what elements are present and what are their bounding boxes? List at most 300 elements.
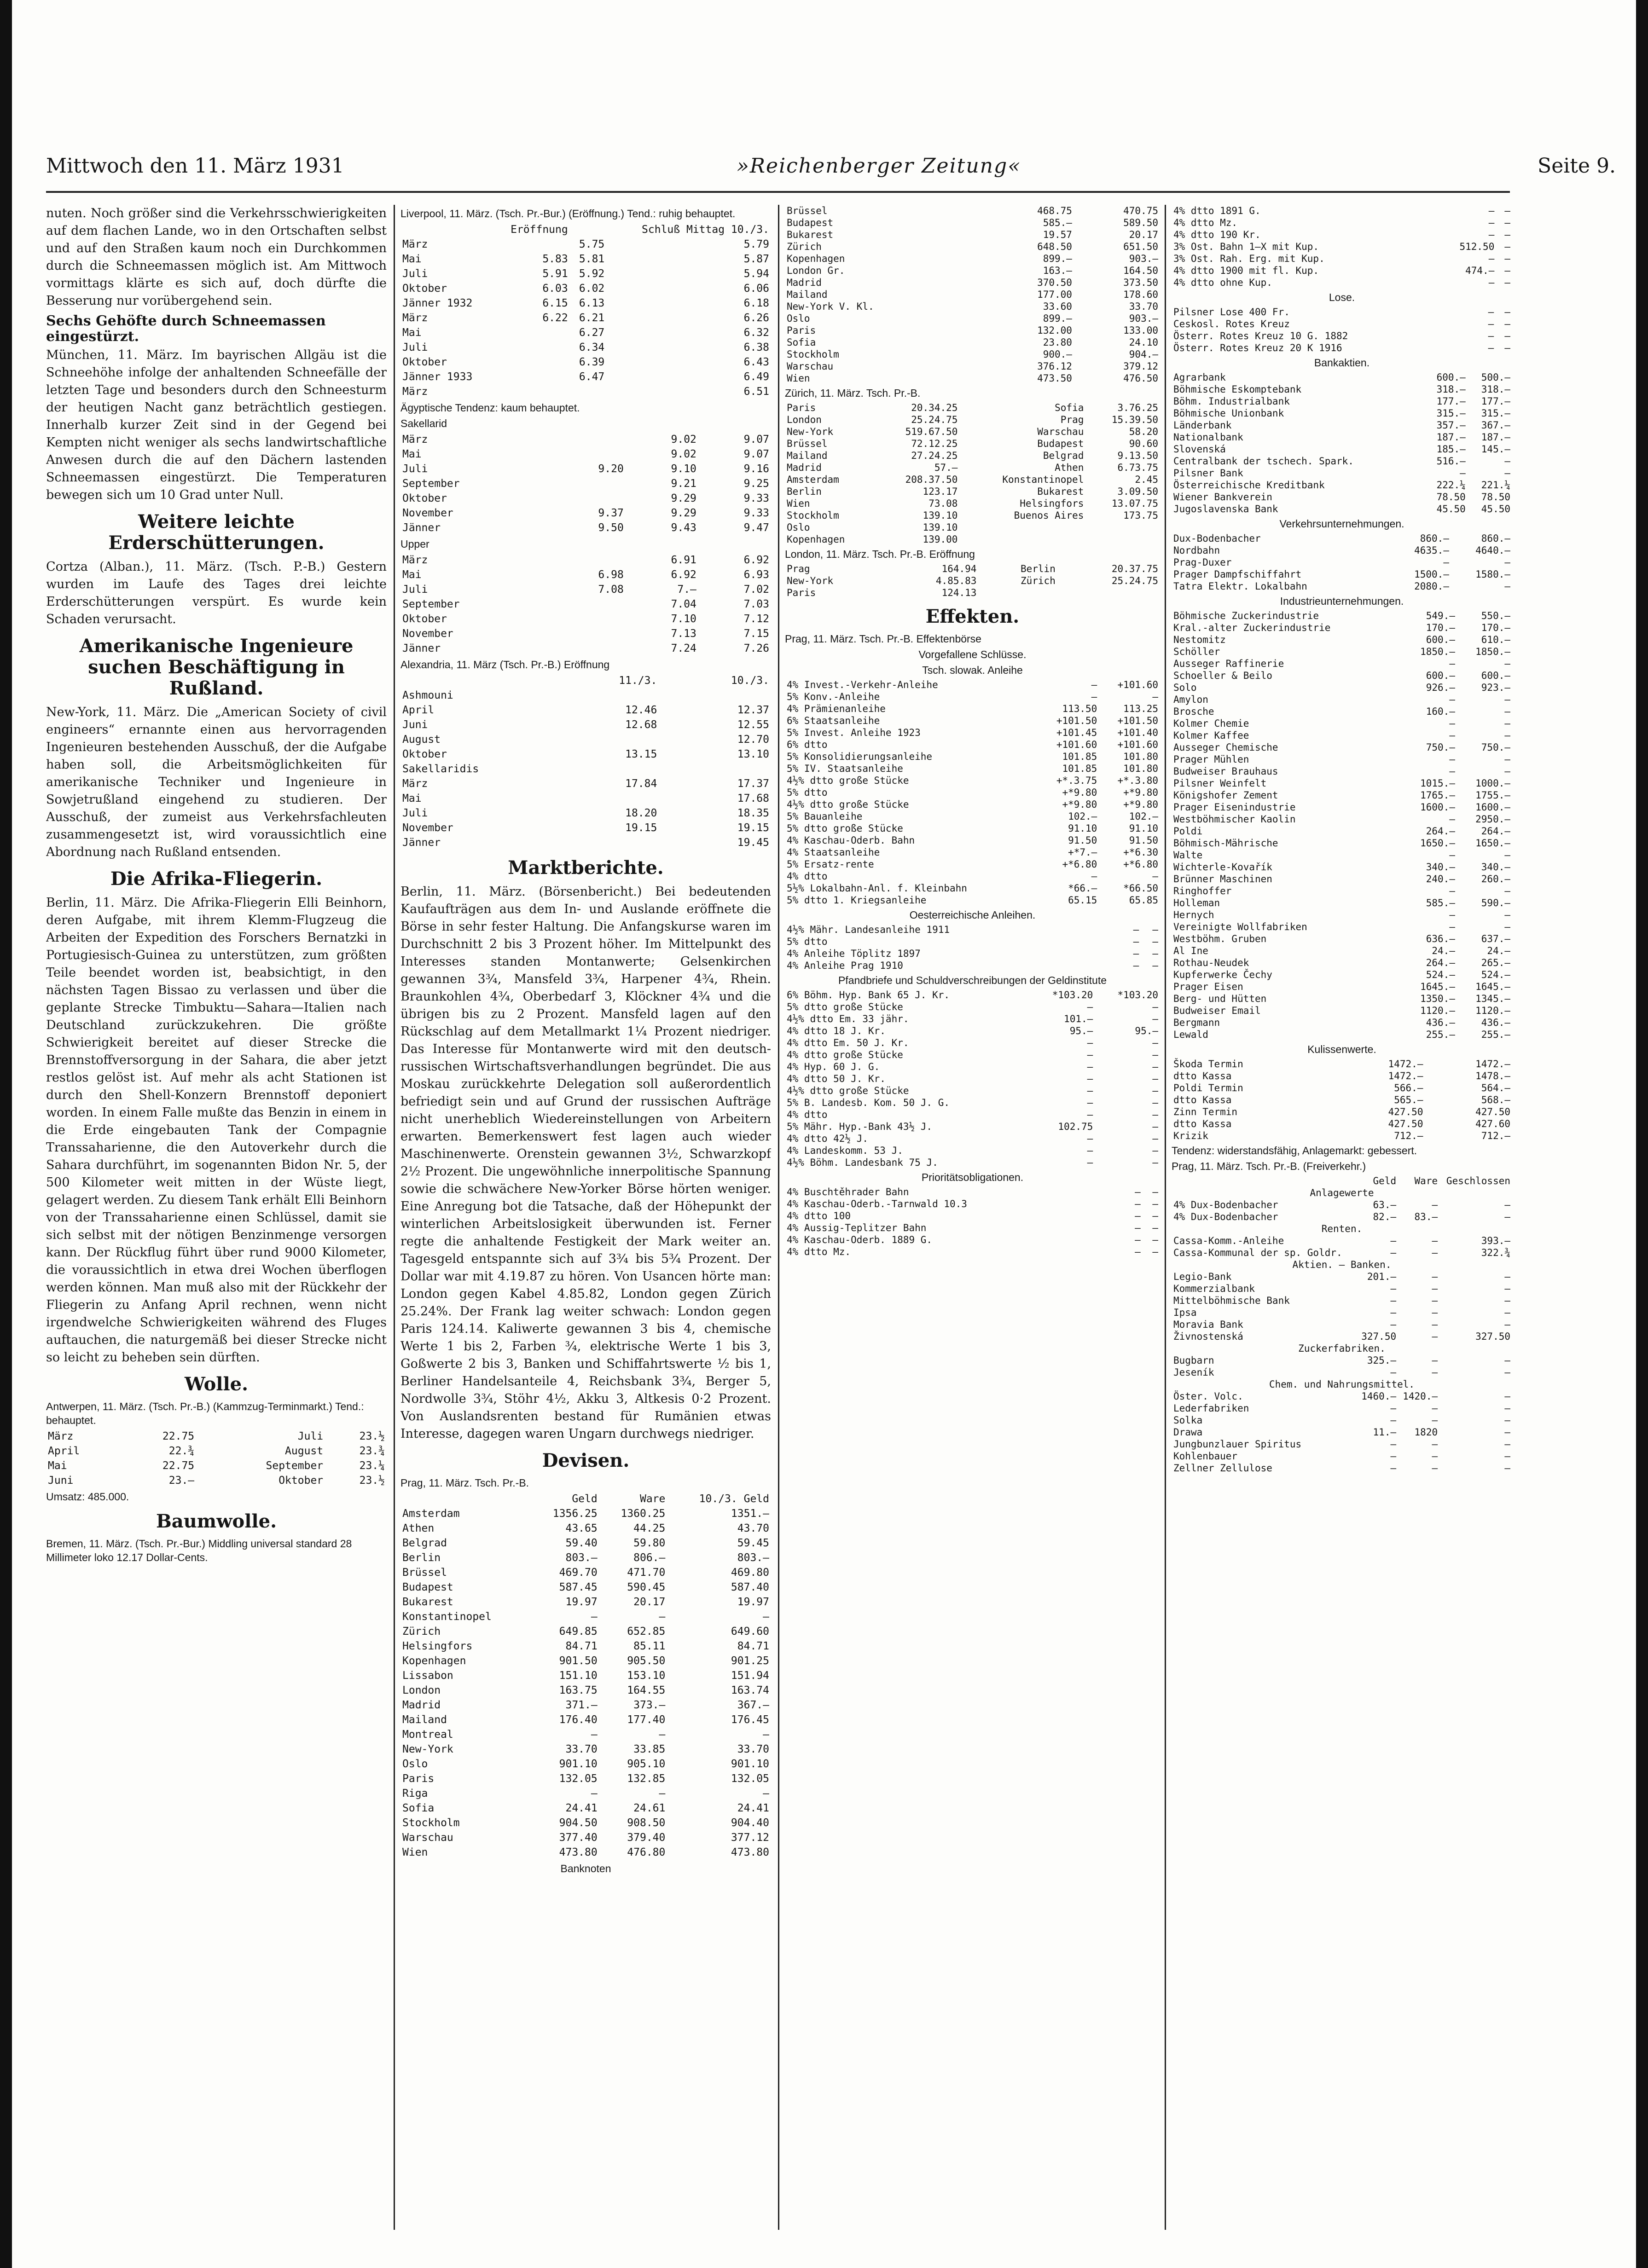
row-label: Montreal <box>402 1729 453 1741</box>
row-value: — <box>1152 1198 1158 1209</box>
row-value: 750.— <box>1481 742 1510 753</box>
row-label: 4% Dux-Bodenbacher <box>1173 1199 1278 1210</box>
row-label: Paris <box>787 325 816 336</box>
row-value: 173.75 <box>1123 510 1158 521</box>
row-label: Belgrad <box>402 1537 447 1549</box>
row-value: 1351.— <box>731 1508 769 1520</box>
row-value: 373.— <box>633 1699 666 1711</box>
row-value: — <box>1504 217 1510 228</box>
table-row <box>400 1654 771 1668</box>
row-value: +101.45 <box>1056 727 1097 738</box>
row-value: 427.60 <box>1475 1118 1510 1129</box>
zucker-label: Zuckerfabriken. <box>1298 1343 1386 1354</box>
row-value: — <box>1135 1234 1141 1245</box>
row-value: 901.10 <box>731 1758 769 1770</box>
row-label: Juli <box>402 341 428 353</box>
row-label: Mailand <box>787 289 828 300</box>
row-value: 9.29 <box>671 507 696 519</box>
row-value: 9.07 <box>743 448 769 460</box>
row-value: Bukarest <box>1037 486 1084 497</box>
row-value: 1650.— <box>1420 838 1455 849</box>
row-value: 550.— <box>1481 610 1510 621</box>
row-label: Budweiser Email <box>1173 1005 1261 1016</box>
table-row <box>1172 265 1512 277</box>
row-value: 5.83 <box>542 253 568 265</box>
row-value: 903.— <box>1129 253 1158 264</box>
row-value: 176.45 <box>731 1714 769 1726</box>
row-label: 5% IV. Staatsanleihe <box>787 763 903 774</box>
row-value: — <box>1504 456 1510 467</box>
table-row <box>1172 969 1512 981</box>
row-value: 177.40 <box>627 1714 666 1726</box>
row-value: 6.18 <box>743 297 769 309</box>
column-header: Geld <box>572 1493 598 1505</box>
table-row <box>785 1097 1160 1109</box>
row-value: 636.— <box>1426 933 1455 944</box>
row-value: — <box>1504 1307 1510 1318</box>
row-label: Jänner 1933 <box>402 371 473 383</box>
row-value: 5.94 <box>743 268 769 280</box>
table-row <box>785 775 1160 787</box>
row-label: Jänner 1932 <box>402 297 473 309</box>
table-row <box>1172 1070 1512 1082</box>
row-value: — <box>1390 1283 1397 1294</box>
effekten-sub2: Tsch. slowak. Anleihe <box>922 664 1023 676</box>
row-value: — <box>1133 948 1139 959</box>
table-row <box>1172 205 1512 217</box>
row-label: Paris <box>787 402 816 413</box>
table-row <box>1172 694 1512 706</box>
row-value: 101.85 <box>1062 763 1097 774</box>
table-row <box>785 1157 1160 1169</box>
row-value: 7.— <box>677 584 696 596</box>
row-value: +*9.80 <box>1123 787 1158 798</box>
table-row <box>785 798 1160 810</box>
table-row <box>1172 801 1512 813</box>
row-label: Kopenhagen <box>402 1655 466 1667</box>
row-value: — <box>1449 885 1455 897</box>
row-value <box>553 491 626 506</box>
table-row <box>400 462 771 476</box>
row-value: — <box>1504 1319 1510 1330</box>
row-label: 4% dtto ohne Kup. <box>1173 277 1272 288</box>
row-value: — <box>1504 1283 1510 1294</box>
row-value: 57.— <box>934 462 958 473</box>
row-value: — <box>659 1611 666 1623</box>
row-label: Mai <box>48 1460 67 1472</box>
table-row <box>1172 253 1512 265</box>
row-value: 6.06 <box>743 283 769 295</box>
row-label: 4% Staatsanleihe <box>787 847 880 858</box>
column-header: Geld <box>1373 1175 1397 1186</box>
table-row <box>1172 861 1512 873</box>
row-label: Jugoslavenska Bank <box>1173 503 1278 515</box>
row-value: 1645.— <box>1475 981 1510 992</box>
row-value <box>1085 533 1160 545</box>
table-row <box>400 432 771 447</box>
row-label: 5% dtto große Stücke <box>787 823 903 834</box>
table-row <box>785 1013 1160 1025</box>
table-row <box>785 846 1160 858</box>
row-label: Oktober <box>402 356 447 368</box>
row-label: Slovenská <box>1173 444 1226 455</box>
row-value: 23.— <box>168 1475 195 1487</box>
effekten-head: Prag, 11. März. Tsch. Pr.-B. Effektenbörse <box>785 633 981 645</box>
aktien-label: Aktien. – Banken. <box>1292 1259 1392 1270</box>
row-value: 33.70 <box>1129 301 1158 312</box>
table-row <box>1172 544 1512 556</box>
row-value: 151.94 <box>731 1670 769 1682</box>
table-row <box>400 1713 771 1727</box>
sakell2-label: Sakellaridis <box>402 763 479 775</box>
row-label: März <box>402 434 428 446</box>
table-row <box>400 1521 771 1536</box>
anlage-label: Anlagewerte <box>1310 1187 1374 1198</box>
table-row <box>785 301 1160 312</box>
table-row <box>785 414 1160 426</box>
row-value: 427.50 <box>1388 1118 1423 1129</box>
table-row <box>400 1639 771 1654</box>
row-value: 6.49 <box>743 371 769 383</box>
row-value: 376.12 <box>1037 361 1072 372</box>
alex-head: Alexandria, 11. März (Tsch. Pr.-B.) Eröffnung <box>400 659 610 671</box>
row-label: Mai <box>402 448 422 460</box>
row-value: — <box>1390 1295 1397 1306</box>
row-value: 565.— <box>1394 1094 1423 1105</box>
row-value: +*.3.75 <box>1056 775 1097 786</box>
row-value: — <box>1152 1001 1158 1012</box>
row-label: Paris <box>402 1773 435 1785</box>
row-label: Prag <box>787 563 810 574</box>
row-value: — <box>1152 960 1158 971</box>
table-row <box>785 924 1160 936</box>
freiverkehr-head: Prag, 11. März. Tsch. Pr.-B. (Freiverkehr.) <box>1172 1160 1366 1172</box>
table-row <box>1172 277 1512 289</box>
row-label: Kupferwerke Čechy <box>1173 969 1272 980</box>
row-label: Juli <box>402 268 428 280</box>
row-value: — <box>1488 342 1494 353</box>
row-label: 5% Konsolidierungsanleihe <box>787 751 933 762</box>
row-value: — <box>591 1611 598 1623</box>
row-value: 473.80 <box>559 1846 598 1858</box>
row-label: Prager Eisenindustrie <box>1173 802 1296 813</box>
row-label: Zürich <box>402 1626 441 1637</box>
table-row <box>400 384 771 399</box>
row-value: 7.13 <box>671 628 696 640</box>
row-value: 1600.— <box>1475 802 1510 813</box>
table-row <box>785 810 1160 822</box>
row-label: dtto Kassa <box>1173 1070 1232 1082</box>
row-value: 151.10 <box>559 1670 598 1682</box>
table-row <box>785 1222 1160 1234</box>
row-value: 1120.— <box>1420 1005 1455 1016</box>
lose-label: Lose. <box>1329 291 1355 303</box>
row-value: 803.— <box>565 1552 598 1564</box>
row-label: Mailand <box>402 1714 447 1726</box>
renten-label: Renten. <box>1321 1223 1363 1234</box>
row-value: 7.02 <box>743 584 769 596</box>
row-value: 427.50 <box>1388 1106 1423 1117</box>
row-value: — <box>1504 850 1510 861</box>
row-label: Zinn Termin <box>1173 1106 1238 1117</box>
row-value: 6.21 <box>579 312 605 324</box>
table-row <box>1172 395 1512 407</box>
row-label: Brosche <box>1173 706 1214 717</box>
table-row <box>1172 1211 1512 1223</box>
table-row <box>1172 455 1512 467</box>
row-label: 4% Dux-Bodenbacher <box>1173 1211 1278 1222</box>
row-value: 6.13 <box>579 297 605 309</box>
row-label: Warschau <box>402 1832 453 1844</box>
row-value: 566.— <box>1394 1082 1423 1094</box>
table-row <box>1172 1058 1512 1070</box>
table-row <box>785 372 1160 384</box>
row-value: 370.50 <box>1037 277 1072 288</box>
table-row <box>1172 1450 1512 1462</box>
row-value: 33.60 <box>1043 301 1072 312</box>
row-label: Prager Mühlen <box>1173 754 1249 765</box>
row-value: — <box>1390 1247 1397 1258</box>
row-value: — <box>1504 1403 1510 1414</box>
row-label: 4% Kaschau-Oderb. 1889 G. <box>787 1234 933 1245</box>
article-1-text: München, 11. März. Im bayrischen Allgäu ist die Schneehöhe infolge der anhaltenden Schneefälle der letzten Tage und besonders durch den Schneesturm der heutigen Nacht ganz beträchtlich gestiegen. Innerhalb kurzer Zeit sind in der Gegend bei Kempten nicht weniger als sechs landwirtschaftliche Anwesen durch die auf den Dächern lastenden Schneemassen eingestürzt. Die Temperaturen bewegen sich um 10 Grad unter Null. <box>46 348 387 502</box>
row-label: Prager Dampfschiffahrt <box>1173 569 1302 580</box>
row-value: 524.— <box>1426 969 1455 980</box>
row-value: — <box>1390 1463 1397 1474</box>
row-label: Nordbahn <box>1173 545 1220 556</box>
row-label: Lissabon <box>402 1670 453 1682</box>
row-value: — <box>1504 265 1510 276</box>
row-value: 379.12 <box>1123 361 1158 372</box>
row-value <box>978 587 1057 599</box>
row-value: 2080.— <box>1414 581 1449 592</box>
oesterr-label: Oesterreichische Anleihen. <box>909 909 1036 921</box>
row-value: 72.12.25 <box>911 438 958 449</box>
row-value: — <box>1504 706 1510 717</box>
row-value: 18.35 <box>737 807 769 819</box>
table-row <box>1172 849 1512 861</box>
row-value: — <box>1152 1121 1158 1132</box>
row-label: Sofia <box>402 1802 435 1814</box>
row-label: 5% Bauanleihe <box>787 811 863 822</box>
row-value: 6.39 <box>579 356 605 368</box>
row-value: — <box>1432 1319 1438 1330</box>
table-row <box>1172 479 1512 491</box>
row-label: 5½% Lokalbahn-Anl. f. Kleinbahn <box>787 883 967 894</box>
liverpool-table <box>400 222 771 399</box>
row-value: 315.— <box>1481 408 1510 419</box>
row-value: 901.50 <box>559 1655 598 1667</box>
table-row <box>400 1668 771 1683</box>
table-row <box>400 567 771 582</box>
row-value: 12.46 <box>625 704 657 716</box>
row-label: Böhmische Unionbank <box>1173 408 1284 419</box>
row-value: — <box>763 1729 769 1741</box>
row-value: 6.26 <box>743 312 769 324</box>
row-value: — <box>1488 229 1495 240</box>
row-label: 5% dtto große Stücke <box>787 1001 903 1012</box>
article-2-title: Weitere leichte Erderschütterungen. <box>108 511 325 554</box>
row-value: 44.25 <box>633 1522 666 1534</box>
row-value: 208.37.50 <box>905 474 958 485</box>
table-row <box>785 486 1160 498</box>
column-divider-3 <box>1165 205 1166 2230</box>
row-label: Pilsner Lose 400 Fr. <box>1173 307 1290 318</box>
row-value: +101.40 <box>1117 727 1158 738</box>
row-value: — <box>1504 277 1510 288</box>
row-label: Ipsa <box>1173 1307 1197 1318</box>
row-value: — <box>1152 1097 1158 1108</box>
table-row <box>400 1536 771 1551</box>
row-label: November <box>402 822 453 834</box>
effekten-title: Effekten. <box>925 606 1020 627</box>
row-label: Bugbarn <box>1173 1355 1214 1366</box>
row-value: 6.02 <box>579 283 605 295</box>
row-label: Bukarest <box>787 229 834 240</box>
row-value: Konstantinopel <box>1002 474 1084 485</box>
table-row <box>400 1727 771 1742</box>
row-value: 6.03 <box>542 283 568 295</box>
table-row <box>1172 532 1512 544</box>
table-row <box>400 553 771 567</box>
row-value: — <box>1488 253 1495 264</box>
row-value: 600.— <box>1436 372 1466 383</box>
row-value: 1120.— <box>1475 1005 1510 1016</box>
row-value: 91.10 <box>1129 823 1158 834</box>
row-value: 160.— <box>1426 706 1455 717</box>
row-value: Belgrad <box>1043 450 1084 461</box>
table-row <box>785 1073 1160 1085</box>
table-row <box>1172 741 1512 753</box>
row-value: — <box>1152 1037 1158 1048</box>
row-value: 9.47 <box>743 522 769 534</box>
row-value <box>553 641 626 656</box>
row-label: Pilsner Bank <box>1173 468 1243 479</box>
table-row <box>785 324 1160 336</box>
table-row <box>1172 1402 1512 1414</box>
table-row <box>400 252 771 266</box>
row-value: — <box>1390 1367 1397 1378</box>
table-row <box>400 1595 771 1609</box>
row-label: Böhmische Zuckerindustrie <box>1173 610 1319 621</box>
table-row <box>400 732 771 747</box>
row-label: Kohlenbauer <box>1173 1451 1238 1462</box>
row-value: 9.10 <box>671 463 696 475</box>
table-row <box>785 1121 1160 1133</box>
table-row <box>1172 580 1512 592</box>
row-label: 4% Aussig-Teplitzer Bahn <box>787 1222 927 1233</box>
row-value: — <box>1087 1157 1093 1168</box>
row-value: — <box>1504 205 1510 216</box>
row-value: 6.73.75 <box>1117 462 1158 473</box>
row-value: *66.50 <box>1123 883 1158 894</box>
row-value: Budapest <box>1037 438 1084 449</box>
row-value: — <box>1488 205 1495 216</box>
row-value: — <box>1504 1355 1510 1366</box>
table-row <box>400 266 771 281</box>
row-value: 1356.25 <box>552 1508 598 1520</box>
row-value: 19.15 <box>737 822 769 834</box>
table-row <box>1172 706 1512 717</box>
row-value: — <box>1504 1211 1510 1222</box>
row-value: — <box>1152 871 1158 882</box>
row-value: 78.50 <box>1436 492 1466 503</box>
kulisse-label: Kulissenwerte. <box>1307 1043 1376 1055</box>
row-value: — <box>1504 1367 1510 1378</box>
row-value: 12.37 <box>737 704 769 716</box>
zurich-head: Zürich, 11. März. Tsch. Pr.-B. <box>785 387 921 399</box>
row-value: 5.87 <box>743 253 769 265</box>
row-value: +*9.80 <box>1062 787 1097 798</box>
row-value: 901.25 <box>731 1655 769 1667</box>
row-label: Böhmisch-Mährische <box>1173 838 1278 849</box>
row-value: 15.39.50 <box>1111 414 1158 425</box>
table-row <box>785 960 1160 972</box>
column-header: Eröffnung <box>511 224 568 236</box>
row-value: 177.— <box>1436 396 1466 407</box>
table-row <box>785 426 1160 438</box>
table-row <box>785 822 1160 834</box>
row-value: Warschau <box>1037 426 1084 437</box>
row-value: 516.— <box>1436 456 1466 467</box>
row-value: — <box>591 1788 598 1799</box>
row-label: Madrid <box>787 462 822 473</box>
table-row <box>1172 933 1512 945</box>
row-value: 610.— <box>1481 634 1510 645</box>
row-value: — <box>1135 1198 1141 1209</box>
intro-paragraph: nuten. Noch größer sind die Verkehrsschwierigkeiten auf dem flachen Lande, wo in den Ortschaften selbst und auf den Straßen kaum noch ein Durchkommen durch die Schneemassen möglich ist. Am Mittwoch vormittags klärte es sich auf, doch dürfte die Besserung nur vorübergehend sein. <box>46 206 387 308</box>
table-row <box>1172 945 1512 957</box>
table-row <box>1172 1094 1512 1106</box>
row-label: 4% Prämienanleihe <box>787 703 886 714</box>
chem-label: Chem. und Nahrungsmittel. <box>1269 1379 1415 1390</box>
table-row <box>1172 1390 1512 1402</box>
row-value: 377.40 <box>559 1832 598 1844</box>
row-value: 1472.— <box>1475 1059 1510 1070</box>
row-label: Oslo <box>787 522 810 533</box>
table-row <box>400 296 771 311</box>
table-row <box>785 751 1160 763</box>
row-value: 6.34 <box>579 341 605 353</box>
row-value: — <box>1152 1210 1158 1221</box>
table-row <box>785 1001 1160 1013</box>
article-3-title: Amerikanische Ingenieure suchen Beschäftigung in Rußland. <box>79 635 354 699</box>
row-value: — <box>1152 691 1158 702</box>
row-label: Lederfabriken <box>1173 1403 1249 1414</box>
table-row <box>400 806 771 821</box>
row-label: 4% dtto 18 J. Kr. <box>787 1025 886 1036</box>
row-value: — <box>1432 1355 1438 1366</box>
row-value: 43.65 <box>565 1522 598 1534</box>
row-label: Jänner <box>402 522 441 534</box>
row-label: Ringhoffer <box>1173 885 1232 897</box>
row-value: 1460.— <box>1361 1391 1397 1402</box>
row-value: 436.— <box>1426 1017 1455 1028</box>
row-value: — <box>1152 1073 1158 1084</box>
row-value: +101.60 <box>1117 739 1158 750</box>
row-label: September <box>402 598 460 610</box>
row-value: 806.— <box>633 1552 666 1564</box>
row-value: Berlin <box>1020 563 1056 574</box>
row-value: — <box>1504 1427 1510 1438</box>
table-row <box>785 834 1160 846</box>
table-row <box>785 739 1160 751</box>
row-label: Oslo <box>402 1758 428 1770</box>
table-row <box>400 582 771 597</box>
row-value: — <box>1087 1109 1093 1120</box>
row-value: — <box>659 1788 666 1799</box>
row-label: Prag-Duxer <box>1173 557 1232 568</box>
